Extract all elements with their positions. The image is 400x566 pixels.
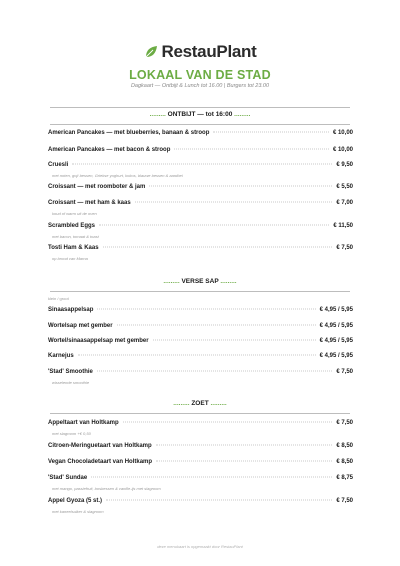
divider [50,107,350,108]
menu-item: Vegan Chocoladetaart van Holtkamp € 8,50 [48,459,353,465]
menu-item: Appeltaart van Holtkamp € 7,50 [48,420,353,426]
menu-item: Cruesli € 9,50 [48,162,353,168]
section-title-zoet: ......... ZOET ......... [173,400,227,407]
page-title: LOKAAL VAN DE STAD [129,68,271,82]
item-note: met bacon, tomaat & toast [52,234,99,239]
item-note: wisselende smoothie [52,380,90,385]
menu-item: Appel Gyoza (5 st.) € 7,50 [48,498,353,504]
menu-item: Tosti Ham & Kaas € 7,50 [48,245,353,251]
menu-item: Citroen-Meringuetaart van Holtkamp € 8,50 [48,443,353,449]
menu-item: Sinaasappelsap € 4,95 / 5,95 [48,307,353,313]
menu-item: Wortel/sinaasappelsap met gember € 4,95 / 5,95 [48,338,353,344]
section-title-verse-sap: ......... VERSE SAP ......... [163,278,237,285]
divider [50,413,350,414]
page-subtitle: Dagkaart — Ontbijt & Lunch tot 16.00 | Burgers tot 23.00 [130,83,270,89]
footer-credit: deze menukaart is opgemaakt door RestauPlant [157,544,243,549]
item-note: met slagroom +€ 0,50 [52,431,91,436]
unit-note: klein / groot [48,296,69,301]
menu-item: Scrambled Eggs € 11,50 [48,223,353,229]
item-note: met kaneelsuiker & slagroom [52,509,104,514]
item-note: koud of warm uit de oven [52,211,97,216]
item-note: met mango, passiefruit, bosbessen & vanille-ijs met slagroom [52,486,161,491]
divider [50,124,350,125]
logo-text: RestauPlant [161,42,257,61]
logo [0,42,400,62]
section-title-ontbijt: ......... ONTBIJT — tot 16:00 ......... [149,111,251,118]
menu-item: Croissant — met ham & kaas € 7,00 [48,200,353,206]
leaf-icon [144,45,158,59]
menu-item: 'Stad' Sundae € 8,75 [48,475,353,481]
divider [50,291,350,292]
menu-item: American Pancakes — met blueberries, banaan & stroop € 10,00 [48,130,353,136]
menu-item: American Pancakes — met bacon & stroop € 10,00 [48,147,353,153]
item-note: met noten, gojí bessen, Griekse yoghurt, kokos, blauwe bessen & aardbei [52,173,183,178]
menu-item: Karnejus € 4,95 / 5,95 [48,353,353,359]
menu-item: 'Stad' Smoothie € 7,50 [48,369,353,375]
menu-item: Croissant — met roomboter & jam € 5,50 [48,184,353,190]
item-note: op brood van Marna [52,256,88,261]
menu-item: Wortelsap met gember € 4,95 / 5,95 [48,323,353,329]
